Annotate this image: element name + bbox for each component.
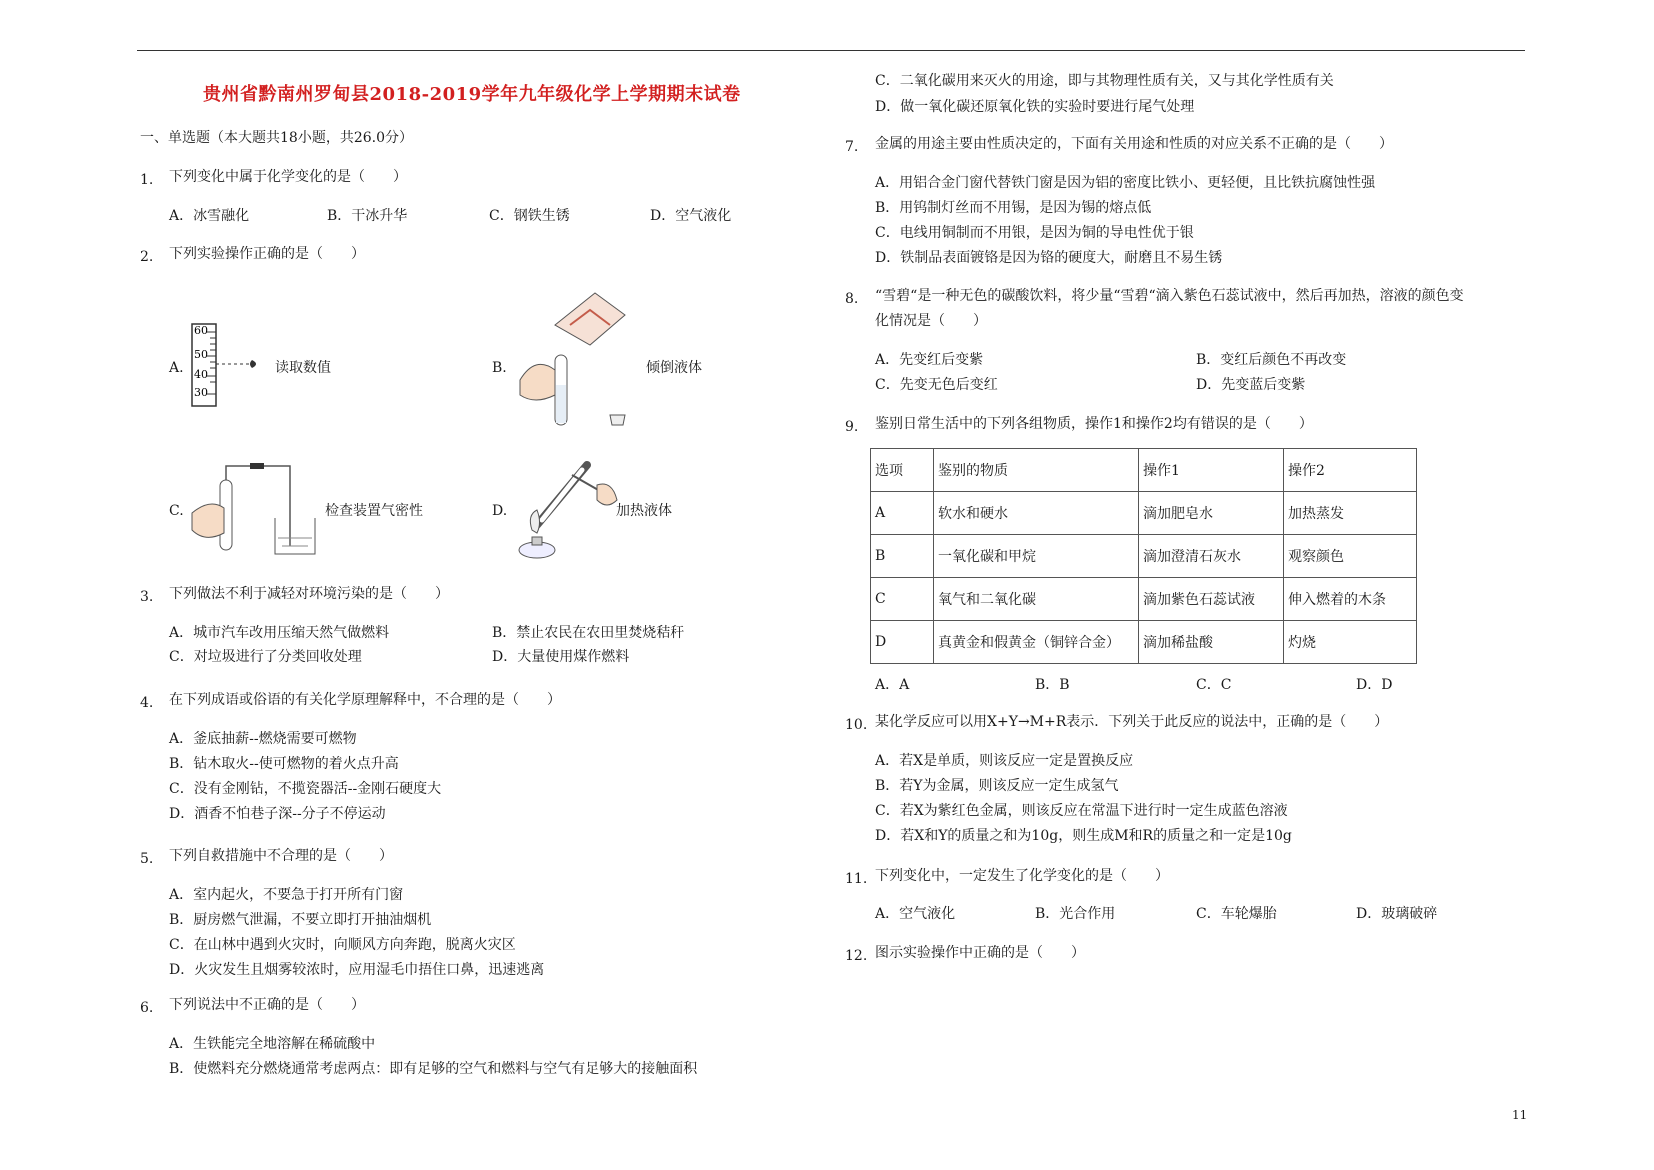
heating-liquid-figure	[512, 455, 622, 565]
table-header-cell: 操作1	[1139, 449, 1284, 492]
question-11-stem: 下列变化中，一定发生了化学变化的是（ ）	[875, 868, 1169, 884]
question-10-option-c: C．若X为紫红色金属，则该反应在常温下进行时一定生成蓝色溶液	[875, 803, 1288, 819]
question-5-option-c: C．在山林中遇到火灾时，向顺风方向奔跑，脱离火灾区	[169, 937, 516, 953]
table-cell: 软水和硬水	[934, 492, 1139, 535]
table-cell: 灼烧	[1284, 621, 1417, 664]
table-header-cell: 操作2	[1284, 449, 1417, 492]
question-2-caption-c: 检查装置气密性	[325, 503, 423, 519]
question-2-caption-d: 加热液体	[616, 503, 672, 519]
question-5-stem: 下列自救措施中不合理的是（ ）	[169, 848, 393, 864]
question-2-option-c-letter: C.	[169, 503, 184, 519]
question-12-number: 12.	[845, 948, 868, 964]
section-heading: 一、单选题（本大题共18小题，共26.0分）	[140, 130, 413, 146]
question-3-option-c: C．对垃圾进行了分类回收处理	[169, 649, 362, 665]
question-10-option-d: D．若X和Y的质量之和为10g，则生成M和R的质量之和一定是10g	[875, 828, 1292, 844]
question-2-caption-a: 读取数值	[275, 360, 331, 376]
question-8-stem-line-2: 化情况是（ ）	[875, 313, 987, 329]
pouring-liquid-figure	[515, 285, 645, 445]
question-9-table	[870, 448, 1417, 664]
question-4-option-a: A．釜底抽薪--燃烧需要可燃物	[169, 731, 357, 747]
question-3-option-d: D．大量使用煤作燃料	[492, 649, 630, 665]
question-8-stem-line-1: “雪碧“是一种无色的碳酸饮料，将少量“雪碧“滴入紫色石蕊试液中，然后再加热，溶液的颜色变	[875, 288, 1464, 304]
question-11-option-a: A．空气液化	[875, 906, 956, 922]
table-cell: 真黄金和假黄金（铜锌合金）	[934, 621, 1139, 664]
question-9-stem: 鉴别日常生活中的下列各组物质，操作1和操作2均有错误的是（ ）	[875, 416, 1313, 432]
table-header-cell: 鉴别的物质	[934, 449, 1139, 492]
question-5-number: 5.	[140, 851, 154, 867]
table-cell: 滴加肥皂水	[1139, 492, 1284, 535]
question-4-option-d: D．酒香不怕巷子深--分子不停运动	[169, 806, 386, 822]
question-5-option-a: A．室内起火，不要急于打开所有门窗	[169, 887, 404, 903]
question-2-option-b-letter: B.	[492, 360, 507, 376]
question-10-number: 10.	[845, 717, 868, 733]
question-9-option-d: D．D	[1356, 677, 1393, 693]
cylinder-tick-50: 50	[194, 348, 208, 361]
table-cell: 滴加稀盐酸	[1139, 621, 1284, 664]
page-number: 11	[1512, 1108, 1528, 1122]
question-6-option-b: B．使燃料充分燃烧通常考虑两点：即有足够的空气和燃料与空气有足够大的接触面积	[169, 1061, 698, 1077]
top-rule	[137, 50, 1525, 51]
question-3-option-a: A．城市汽车改用压缩天然气做燃料	[169, 625, 390, 641]
question-1-option-d: D．空气液化	[650, 208, 732, 224]
question-8-number: 8.	[845, 291, 859, 307]
table-cell: B	[871, 535, 934, 578]
page-title: 贵州省黔南州罗甸县2018-2019学年九年级化学上学期期末试卷	[203, 84, 741, 105]
table-cell: 伸入燃着的木条	[1284, 578, 1417, 621]
question-2-caption-b: 倾倒液体	[646, 360, 702, 376]
question-9-number: 9.	[845, 419, 859, 435]
question-9-option-c: C．C	[1196, 677, 1232, 693]
question-7-option-a: A．用铝合金门窗代替铁门窗是因为铝的密度比铁小、更轻便，且比铁抗腐蚀性强	[875, 175, 1376, 191]
question-11-option-b: B．光合作用	[1035, 906, 1116, 922]
question-2-option-d-letter: D.	[492, 503, 508, 519]
question-8-option-b: B．变红后颜色不再改变	[1196, 352, 1347, 368]
question-8-option-a: A．先变红后变紫	[875, 352, 984, 368]
question-9-option-a: A．A	[875, 677, 910, 693]
question-1-stem: 下列变化中属于化学变化的是（ ）	[169, 169, 407, 185]
question-6-stem: 下列说法中不正确的是（ ）	[169, 997, 365, 1013]
question-8-option-c: C．先变无色后变红	[875, 377, 998, 393]
table-row	[871, 621, 1417, 664]
question-2-number: 2.	[140, 249, 154, 265]
cylinder-tick-60: 60	[194, 324, 208, 337]
table-header-cell: 选项	[871, 449, 934, 492]
question-1-option-a: A．冰雪融化	[169, 208, 250, 224]
question-2-option-a-letter: A.	[169, 360, 184, 376]
table-cell: 滴加澄清石灰水	[1139, 535, 1284, 578]
table-header-row	[871, 449, 1417, 492]
table-cell: A	[871, 492, 934, 535]
question-11-option-c: C．车轮爆胎	[1196, 906, 1277, 922]
question-6-number: 6.	[140, 1000, 154, 1016]
question-4-number: 4.	[140, 695, 154, 711]
question-6-option-c: C．二氧化碳用来灭火的用途，即与其物理性质有关，又与其化学性质有关	[875, 73, 1334, 89]
table-row	[871, 578, 1417, 621]
question-3-option-b: B．禁止农民在农田里焚烧秸秆	[492, 625, 685, 641]
table-row	[871, 492, 1417, 535]
question-1-option-c: C．钢铁生锈	[489, 208, 570, 224]
question-10-option-a: A．若X是单质，则该反应一定是置换反应	[875, 753, 1134, 769]
question-3-stem: 下列做法不利于减轻对环境污染的是（ ）	[169, 586, 449, 602]
table-cell: 氧气和二氧化碳	[934, 578, 1139, 621]
table-cell: C	[871, 578, 934, 621]
question-5-option-d: D．火灾发生且烟雾较浓时，应用湿毛巾捂住口鼻，迅速逃离	[169, 962, 545, 978]
table-cell: 加热蒸发	[1284, 492, 1417, 535]
question-4-stem: 在下列成语或俗语的有关化学原理解释中，不合理的是（ ）	[169, 692, 561, 708]
cylinder-tick-40: 40	[194, 368, 208, 381]
question-4-option-b: B．钻木取火--使可燃物的着火点升高	[169, 756, 399, 772]
question-9-option-b: B．B	[1035, 677, 1070, 693]
question-7-option-d: D．铁制品表面镀铬是因为铬的硬度大，耐磨且不易生锈	[875, 250, 1223, 266]
question-5-option-b: B．厨房燃气泄漏，不要立即打开抽油烟机	[169, 912, 432, 928]
question-1-option-b: B．干冰升华	[327, 208, 408, 224]
question-1-number: 1.	[140, 172, 154, 188]
question-7-number: 7.	[845, 139, 859, 155]
question-12-stem: 图示实验操作中正确的是（ ）	[875, 945, 1085, 961]
table-row	[871, 535, 1417, 578]
table-cell: 观察颜色	[1284, 535, 1417, 578]
cylinder-tick-30: 30	[194, 386, 208, 399]
question-2-stem: 下列实验操作正确的是（ ）	[169, 246, 365, 262]
airtightness-check-figure	[190, 458, 320, 558]
question-8-option-d: D．先变蓝后变紫	[1196, 377, 1306, 393]
question-7-option-b: B．用钨制灯丝而不用锡，是因为锡的熔点低	[875, 200, 1152, 216]
question-10-option-b: B．若Y为金属，则该反应一定生成氢气	[875, 778, 1119, 794]
question-6-option-a: A．生铁能完全地溶解在稀硫酸中	[169, 1036, 376, 1052]
table-cell: 一氧化碳和甲烷	[934, 535, 1139, 578]
question-11-option-d: D．玻璃破碎	[1356, 906, 1438, 922]
question-4-option-c: C．没有金刚钻，不揽瓷器活--金刚石硬度大	[169, 781, 442, 797]
question-11-number: 11.	[845, 871, 868, 887]
question-6-option-d: D．做一氧化碳还原氧化铁的实验时要进行尾气处理	[875, 99, 1195, 115]
question-3-number: 3.	[140, 589, 154, 605]
question-7-stem: 金属的用途主要由性质决定的，下面有关用途和性质的对应关系不正确的是（ ）	[875, 136, 1393, 152]
table-cell: D	[871, 621, 934, 664]
question-7-option-c: C．电线用铜制而不用银，是因为铜的导电性优于银	[875, 225, 1194, 241]
graduated-cylinder-figure	[190, 320, 280, 410]
question-10-stem: 某化学反应可以用X+Y→M+R表示．下列关于此反应的说法中，正确的是（ ）	[875, 714, 1389, 730]
table-cell: 滴加紫色石蕊试液	[1139, 578, 1284, 621]
